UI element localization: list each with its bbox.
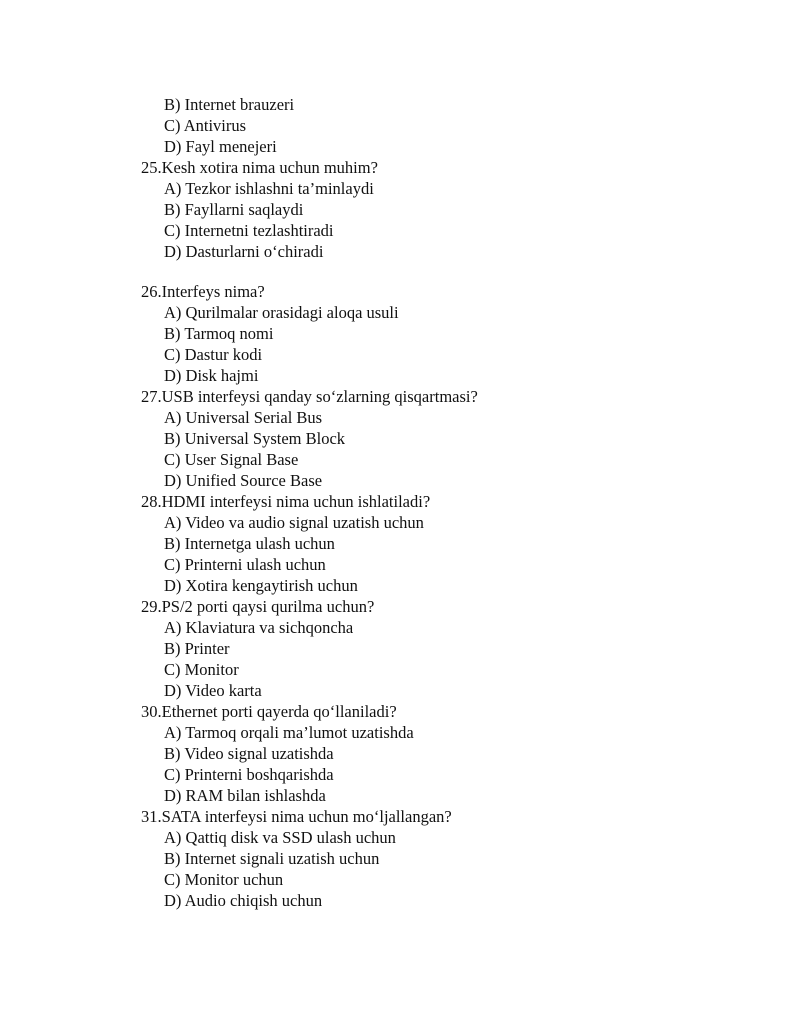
answer-option: C) Printerni boshqarishda: [164, 765, 334, 784]
answer-option: C) Monitor: [164, 660, 239, 679]
question-text: Interfeys nima?: [161, 282, 265, 301]
answer-option: A) Video va audio signal uzatish uchun: [164, 513, 424, 532]
answer-option: B) Internetga ulash uchun: [164, 534, 335, 553]
answer-option: D) Dasturlarni o‘chiradi: [164, 242, 324, 261]
question-number: 29.: [141, 597, 162, 616]
answer-option: C) Monitor uchun: [164, 870, 284, 889]
answer-option: A) Klaviatura va sichqoncha: [164, 618, 354, 637]
answer-option: C) User Signal Base: [164, 450, 299, 469]
answer-option: B) Printer: [164, 639, 230, 658]
answer-option: D) Audio chiqish uchun: [164, 891, 323, 910]
answer-option: C) Internetni tezlashtiradi: [164, 221, 334, 240]
answer-option: A) Tarmoq orqali ma’lumot uzatishda: [164, 723, 414, 742]
answer-option: D) Video karta: [164, 681, 262, 700]
answer-option: D) Xotira kengaytirish uchun: [164, 576, 358, 595]
question-text: HDMI interfeysi nima uchun ishlatiladi?: [161, 492, 431, 511]
question-27: [0, 386, 800, 407]
answer-option: A) Universal Serial Bus: [164, 408, 323, 427]
answer-option: A) Qurilmalar orasidagi aloqa usuli: [164, 303, 399, 322]
blank-spacer: [0, 262, 800, 281]
question-26: [0, 281, 800, 302]
answer-option: D) Disk hajmi: [164, 366, 259, 385]
answer-option: C) Printerni ulash uchun: [164, 555, 326, 574]
question-number: 25.: [141, 158, 162, 177]
answer-option: D) Fayl menejeri: [164, 137, 277, 156]
answer-option: B) Internet brauzeri: [164, 95, 295, 114]
question-number: 27.: [141, 387, 162, 406]
question-number: 30.: [141, 702, 162, 721]
question-text: USB interfeysi qanday so‘zlarning qisqartmasi?: [161, 387, 478, 406]
question-list: [0, 94, 800, 911]
answer-option: C) Antivirus: [164, 116, 247, 135]
answer-option: D) RAM bilan ishlashda: [164, 786, 326, 805]
answer-option: B) Fayllarni saqlaydi: [164, 200, 304, 219]
question-text: PS/2 porti qaysi qurilma uchun?: [161, 597, 375, 616]
question-31: [0, 806, 800, 827]
question-28: [0, 491, 800, 512]
answer-option: A) Tezkor ishlashni ta’minlaydi: [164, 179, 374, 198]
answer-option: B) Universal System Block: [164, 429, 346, 448]
question-text: Kesh xotira nima uchun muhim?: [161, 158, 378, 177]
question-number: 28.: [141, 492, 162, 511]
answer-option: B) Video signal uzatishda: [164, 744, 334, 763]
answer-option: B) Internet signali uzatish uchun: [164, 849, 380, 868]
question-number: 31.: [141, 807, 162, 826]
answer-option: A) Qattiq disk va SSD ulash uchun: [164, 828, 396, 847]
answer-option: B) Tarmoq nomi: [164, 324, 274, 343]
question-25: [0, 157, 800, 178]
question-29: [0, 596, 800, 617]
answer-option: D) Unified Source Base: [164, 471, 323, 490]
question-text: SATA interfeysi nima uchun mo‘ljallangan?: [161, 807, 452, 826]
question-number: 26.: [141, 282, 162, 301]
answer-option: C) Dastur kodi: [164, 345, 263, 364]
question-text: Ethernet porti qayerda qo‘llaniladi?: [161, 702, 397, 721]
question-30: [0, 701, 800, 722]
